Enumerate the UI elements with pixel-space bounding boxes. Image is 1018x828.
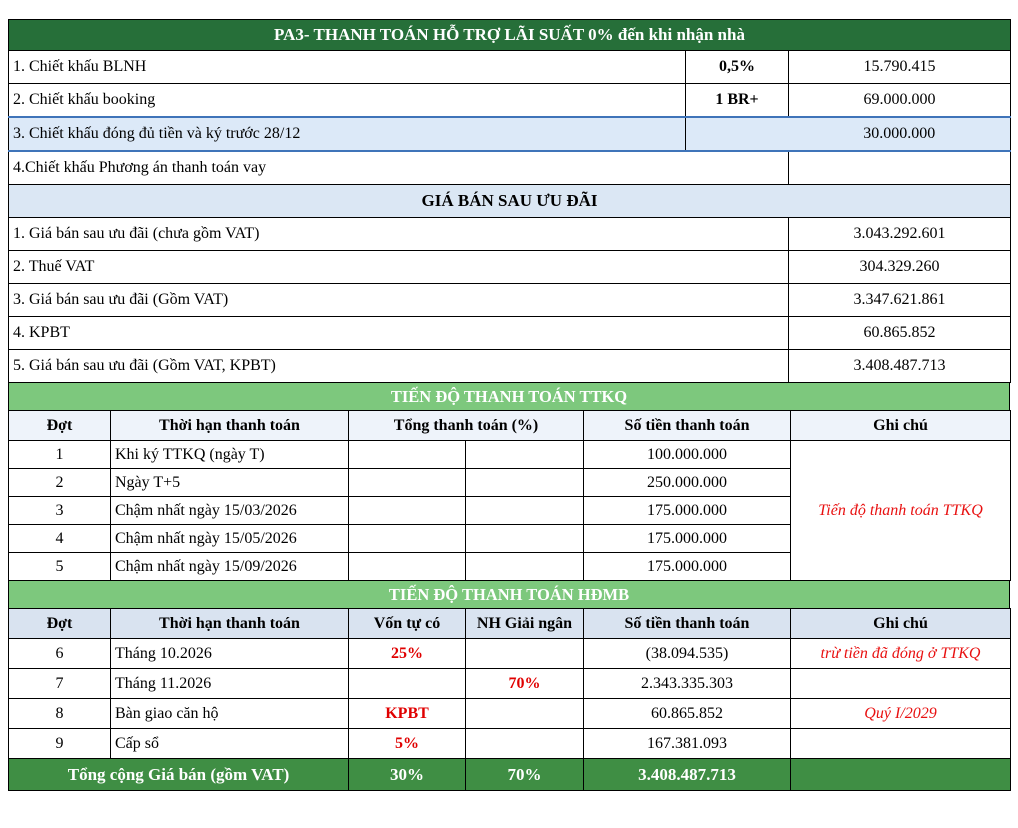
discount-amount: 69.000.000 [789, 84, 1011, 118]
col-header-equity: Vốn tự có [349, 609, 466, 639]
table-header-row [9, 609, 1011, 639]
installment-amount: 2.343.335.303 [584, 669, 791, 699]
table-row [9, 639, 1011, 669]
pct-cell [349, 525, 466, 553]
installment-number: 3 [9, 497, 111, 525]
discount-label: 3. Chiết khấu đóng đủ tiền và ký trước 28/12 [9, 117, 686, 151]
table-row [9, 20, 1011, 51]
col-header-term: Thời hạn thanh toán [111, 411, 349, 441]
table-row [9, 317, 1011, 350]
pct-cell [466, 497, 584, 525]
installment-term: Ngày T+5 [111, 469, 349, 497]
pct-cell [466, 553, 584, 581]
installment-note [791, 669, 1011, 699]
discount-label: 1. Chiết khấu BLNH [9, 51, 686, 84]
col-header-amount: Số tiền thanh toán [584, 411, 791, 441]
price-amount: 3.408.487.713 [789, 350, 1011, 383]
installment-term: Khi ký TTKQ (ngày T) [111, 441, 349, 469]
pct-cell [349, 497, 466, 525]
installment-term: Chậm nhất ngày 15/03/2026 [111, 497, 349, 525]
table-row [9, 218, 1011, 251]
pct-cell [466, 441, 584, 469]
grand-total-equity-pct: 30% [349, 759, 466, 791]
installment-amount: 167.381.093 [584, 729, 791, 759]
installment-term: Tháng 10.2026 [111, 639, 349, 669]
grand-total-note [791, 759, 1011, 791]
price-label: 1. Giá bán sau ưu đãi (chưa gồm VAT) [9, 218, 789, 251]
table-row [9, 284, 1011, 317]
price-label: 4. KPBT [9, 317, 789, 350]
col-header-total-pct: Tổng thanh toán (%) [349, 411, 584, 441]
hdmb-section-banner: TIẾN ĐỘ THANH TOÁN HĐMB [8, 580, 1010, 609]
col-header-dot: Đợt [9, 609, 111, 639]
installment-term: Cấp sổ [111, 729, 349, 759]
installment-amount: 100.000.000 [584, 441, 791, 469]
discount-amount [789, 151, 1011, 185]
pct-cell [349, 553, 466, 581]
installment-number: 9 [9, 729, 111, 759]
price-label: 3. Giá bán sau ưu đãi (Gồm VAT) [9, 284, 789, 317]
table-row [9, 441, 1011, 469]
highlighted-table-row [9, 117, 1011, 151]
installment-number: 6 [9, 639, 111, 669]
bank-pct: 70% [466, 669, 584, 699]
price-amount: 3.043.292.601 [789, 218, 1011, 251]
discount-amount: 15.790.415 [789, 51, 1011, 84]
equity-pct: 5% [349, 729, 466, 759]
pct-cell [349, 441, 466, 469]
pct-cell [466, 469, 584, 497]
installment-note [791, 729, 1011, 759]
table-row [9, 350, 1011, 383]
table-row [9, 151, 1011, 185]
table-row [9, 251, 1011, 284]
grand-total-row [9, 759, 1011, 791]
installment-number: 4 [9, 525, 111, 553]
col-header-amount: Số tiền thanh toán [584, 609, 791, 639]
installment-term: Chậm nhất ngày 15/09/2026 [111, 553, 349, 581]
price-amount: 304.329.260 [789, 251, 1011, 284]
document-title: PA3- THANH TOÁN HỖ TRỢ LÃI SUẤT 0% đến khi nhận nhà [9, 20, 1011, 51]
bank-pct [466, 729, 584, 759]
discount-table [8, 19, 1011, 185]
discount-rate: 0,5% [686, 51, 789, 84]
installment-number: 8 [9, 699, 111, 729]
equity-pct: KPBT [349, 699, 466, 729]
table-row [9, 729, 1011, 759]
price-label: 2. Thuế VAT [9, 251, 789, 284]
hdmb-schedule-table [8, 608, 1011, 791]
ttkq-section-banner: TIẾN ĐỘ THANH TOÁN TTKQ [8, 382, 1010, 411]
installment-note: Quý I/2029 [791, 699, 1011, 729]
grand-total-amount: 3.408.487.713 [584, 759, 791, 791]
price-section-title: GIÁ BÁN SAU ƯU ĐÃI [9, 185, 1011, 218]
col-header-note: Ghi chú [791, 411, 1011, 441]
equity-pct [349, 669, 466, 699]
installment-amount: 60.865.852 [584, 699, 791, 729]
table-row [9, 699, 1011, 729]
pct-cell [466, 525, 584, 553]
installment-amount: 250.000.000 [584, 469, 791, 497]
installment-amount: 175.000.000 [584, 497, 791, 525]
installment-amount: (38.094.535) [584, 639, 791, 669]
installment-term: Bàn giao căn hộ [111, 699, 349, 729]
grand-total-label: Tổng cộng Giá bán (gồm VAT) [9, 759, 349, 791]
installment-number: 1 [9, 441, 111, 469]
ttkq-schedule-table [8, 410, 1011, 581]
installment-amount: 175.000.000 [584, 525, 791, 553]
price-summary-table [8, 184, 1011, 383]
price-label: 5. Giá bán sau ưu đãi (Gồm VAT, KPBT) [9, 350, 789, 383]
equity-pct: 25% [349, 639, 466, 669]
table-row [9, 185, 1011, 218]
installment-amount: 175.000.000 [584, 553, 791, 581]
installment-note: trừ tiền đã đóng ở TTKQ [791, 639, 1011, 669]
price-amount: 3.347.621.861 [789, 284, 1011, 317]
ttkq-note: Tiến độ thanh toán TTKQ [791, 441, 1011, 581]
col-header-bank: NH Giải ngân [466, 609, 584, 639]
payment-plan-document [8, 19, 1010, 791]
discount-label: 4.Chiết khấu Phương án thanh toán vay [9, 151, 789, 185]
bank-pct [466, 699, 584, 729]
grand-total-bank-pct: 70% [466, 759, 584, 791]
col-header-note: Ghi chú [791, 609, 1011, 639]
price-amount: 60.865.852 [789, 317, 1011, 350]
discount-label: 2. Chiết khấu booking [9, 84, 686, 118]
table-header-row [9, 411, 1011, 441]
col-header-term: Thời hạn thanh toán [111, 609, 349, 639]
table-row [9, 669, 1011, 699]
installment-number: 5 [9, 553, 111, 581]
table-row [9, 84, 1011, 118]
discount-amount: 30.000.000 [789, 117, 1011, 151]
installment-number: 2 [9, 469, 111, 497]
pct-cell [349, 469, 466, 497]
installment-number: 7 [9, 669, 111, 699]
table-row [9, 51, 1011, 84]
discount-rate [686, 117, 789, 151]
col-header-dot: Đợt [9, 411, 111, 441]
installment-term: Tháng 11.2026 [111, 669, 349, 699]
bank-pct [466, 639, 584, 669]
installment-term: Chậm nhất ngày 15/05/2026 [111, 525, 349, 553]
discount-rate: 1 BR+ [686, 84, 789, 118]
